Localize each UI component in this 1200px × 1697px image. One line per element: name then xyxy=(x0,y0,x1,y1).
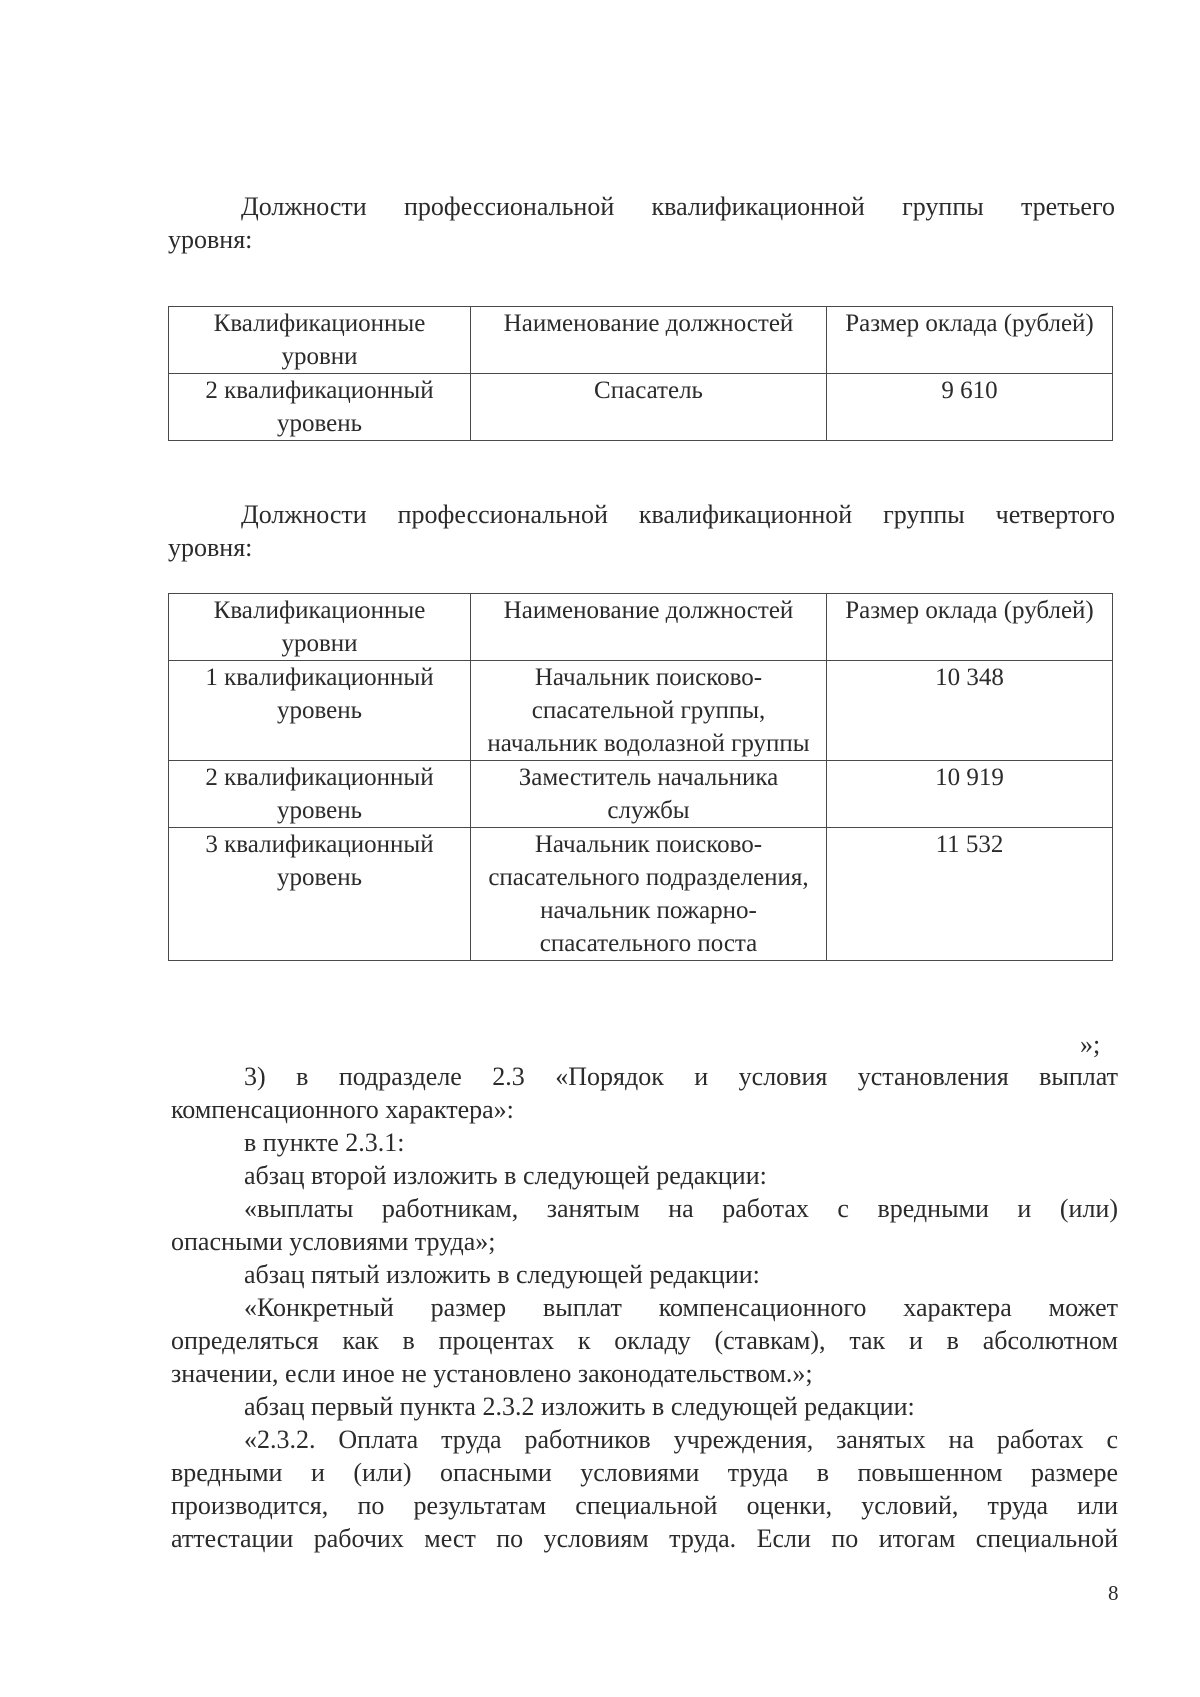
header-cell-positions: Наименование должностей xyxy=(471,307,827,374)
body-line: 3) в подразделе 2.3 «Порядок и условия установления выплат xyxy=(244,1062,1118,1091)
header-cell-salary: Размер оклада (рублей) xyxy=(827,594,1113,661)
header-cell-levels: Квалификационные уровни xyxy=(169,307,471,374)
body-line: определяться как в процентах к окладу (ставкам), так и в абсолютном xyxy=(171,1326,1118,1355)
section-heading-line: Должности профессиональной квалификационной группы четвертого xyxy=(241,500,1115,529)
table-row xyxy=(169,374,1113,441)
table-cell-salary: 11 532 xyxy=(827,828,1113,961)
table-cell-salary: 9 610 xyxy=(827,374,1113,441)
table-cell-position: Заместитель начальника службы xyxy=(471,761,827,828)
body-line: абзац пятый изложить в следующей редакции: xyxy=(244,1260,760,1289)
body-line: в пункте 2.3.1: xyxy=(244,1128,405,1157)
table-cell-salary: 10 919 xyxy=(827,761,1113,828)
section-heading-line: Должности профессиональной квалификационной группы третьего xyxy=(241,192,1115,221)
body-line: значении, если иное не установлено законодательством.»; xyxy=(171,1359,813,1388)
table-cell-salary: 10 348 xyxy=(827,661,1113,761)
body-line: вредными и (или) опасными условиями труда в повышенном размере xyxy=(171,1458,1118,1487)
section-heading-fourth-level xyxy=(168,498,1115,564)
table-row xyxy=(169,661,1113,761)
section-heading-line: уровня: xyxy=(168,225,253,254)
body-line: опасными условиями труда»; xyxy=(171,1227,496,1256)
body-line: аттестации рабочих мест по условиям труда. Если по итогам специальной xyxy=(171,1524,1118,1553)
header-cell-salary: Размер оклада (рублей) xyxy=(827,307,1113,374)
table-cell-level: 3 квалификационный уровень xyxy=(169,828,471,961)
closing-quote: »; xyxy=(1080,1030,1101,1059)
table-row xyxy=(169,761,1113,828)
body-line: абзац второй изложить в следующей редакции: xyxy=(244,1161,767,1190)
body-line: «выплаты работникам, занятым на работах с вредными и (или) xyxy=(244,1194,1118,1223)
table-header-row xyxy=(169,594,1113,661)
header-cell-positions: Наименование должностей xyxy=(471,594,827,661)
table-header-row xyxy=(169,307,1113,374)
body-line: абзац первый пункта 2.3.2 изложить в следующей редакции: xyxy=(244,1392,915,1421)
salary-table-fourth-level xyxy=(168,593,1113,961)
table-row xyxy=(169,828,1113,961)
table-cell-position: Начальник поисково-спасательного подразделения, начальник пожарно-спасательного поста xyxy=(471,828,827,961)
body-text xyxy=(171,1060,1118,1555)
table-cell-level: 2 квалификационный уровень xyxy=(169,374,471,441)
table-cell-position: Начальник поисково-спасательной группы, начальник водолазной группы xyxy=(471,661,827,761)
body-line: компенсационного характера»: xyxy=(171,1095,514,1124)
body-line: производится, по результатам специальной оценки, условий, труда или xyxy=(171,1491,1118,1520)
section-heading-line: уровня: xyxy=(168,533,253,562)
body-line: «Конкретный размер выплат компенсационного характера может xyxy=(244,1293,1118,1322)
table-cell-level: 2 квалификационный уровень xyxy=(169,761,471,828)
section-heading-third-level xyxy=(168,190,1115,256)
table-cell-position: Спасатель xyxy=(471,374,827,441)
table-cell-level: 1 квалификационный уровень xyxy=(169,661,471,761)
salary-table-third-level xyxy=(168,306,1113,441)
body-line: «2.3.2. Оплата труда работников учреждения, занятых на работах с xyxy=(244,1425,1118,1454)
page-number: 8 xyxy=(1108,1581,1119,1605)
header-cell-levels: Квалификационные уровни xyxy=(169,594,471,661)
